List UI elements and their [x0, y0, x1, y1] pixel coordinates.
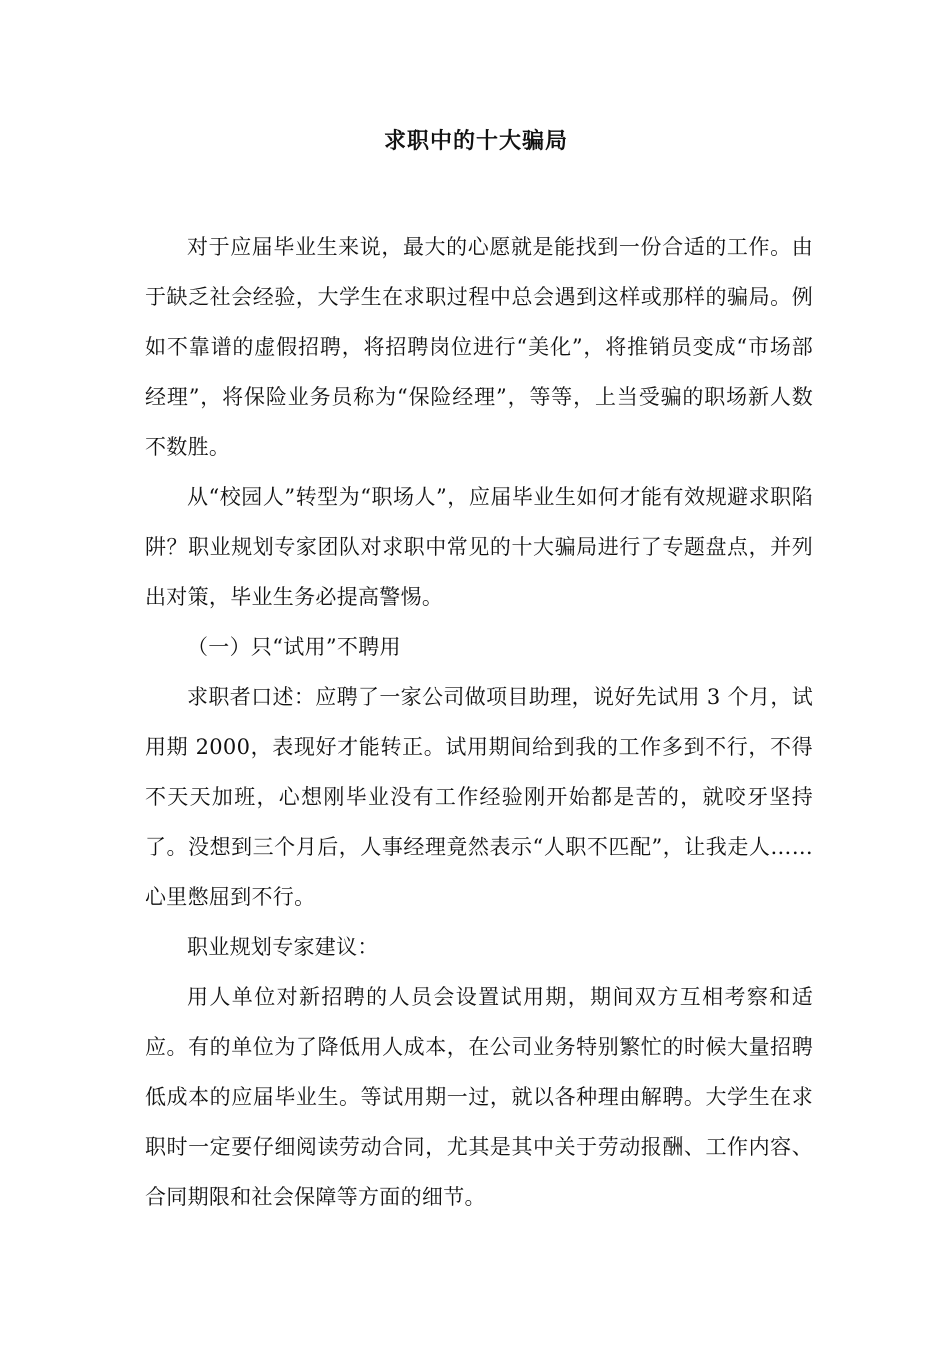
paragraph-job-seeker-story: 求职者口述：应聘了一家公司做项目助理，说好先试用 3 个月，试用期 2000，表现好才能转正。试用期间给到我的工作多到不行，不得不天天加班，心想刚毕业没有工作经验刚开始都是苦的，就咬牙坚持了。没想到三个月后，人事经理竟然表示“人职不匹配”，让我走人……心里憋屈到不行。	[145, 685, 813, 909]
document-body	[145, 222, 813, 1222]
document-title: 求职中的十大骗局	[383, 129, 568, 154]
section-heading-1: （一）只“试用”不聘用	[187, 635, 401, 659]
paragraph-overview: 从“校园人”转型为“职场人”，应届毕业生如何才能有效规避求职陷阱？职业规划专家团队对求职中常见的十大骗局进行了专题盘点，并列出对策，毕业生务必提高警惕。	[145, 485, 813, 609]
paragraph-intro: 对于应届毕业生来说，最大的心愿就是能找到一份合适的工作。由于缺乏社会经验，大学生在求职过程中总会遇到这样或那样的骗局。例如不靠谱的虚假招聘，将招聘岗位进行“美化”，将推销员变成“市场部经理”，将保险业务员称为“保险经理”，等等，上当受骗的职场新人数不数胜。	[145, 235, 813, 459]
paragraph-expert-advice-label: 职业规划专家建议：	[187, 935, 379, 959]
paragraph-expert-advice: 用人单位对新招聘的人员会设置试用期，期间双方互相考察和适应。有的单位为了降低用人成本，在公司业务特别繁忙的时候大量招聘低成本的应届毕业生。等试用期一过，就以各种理由解聘。大学生在求职时一定要仔细阅读劳动合同，尤其是其中关于劳动报酬、工作内容、合同期限和社会保障等方面的细节。	[145, 985, 813, 1209]
